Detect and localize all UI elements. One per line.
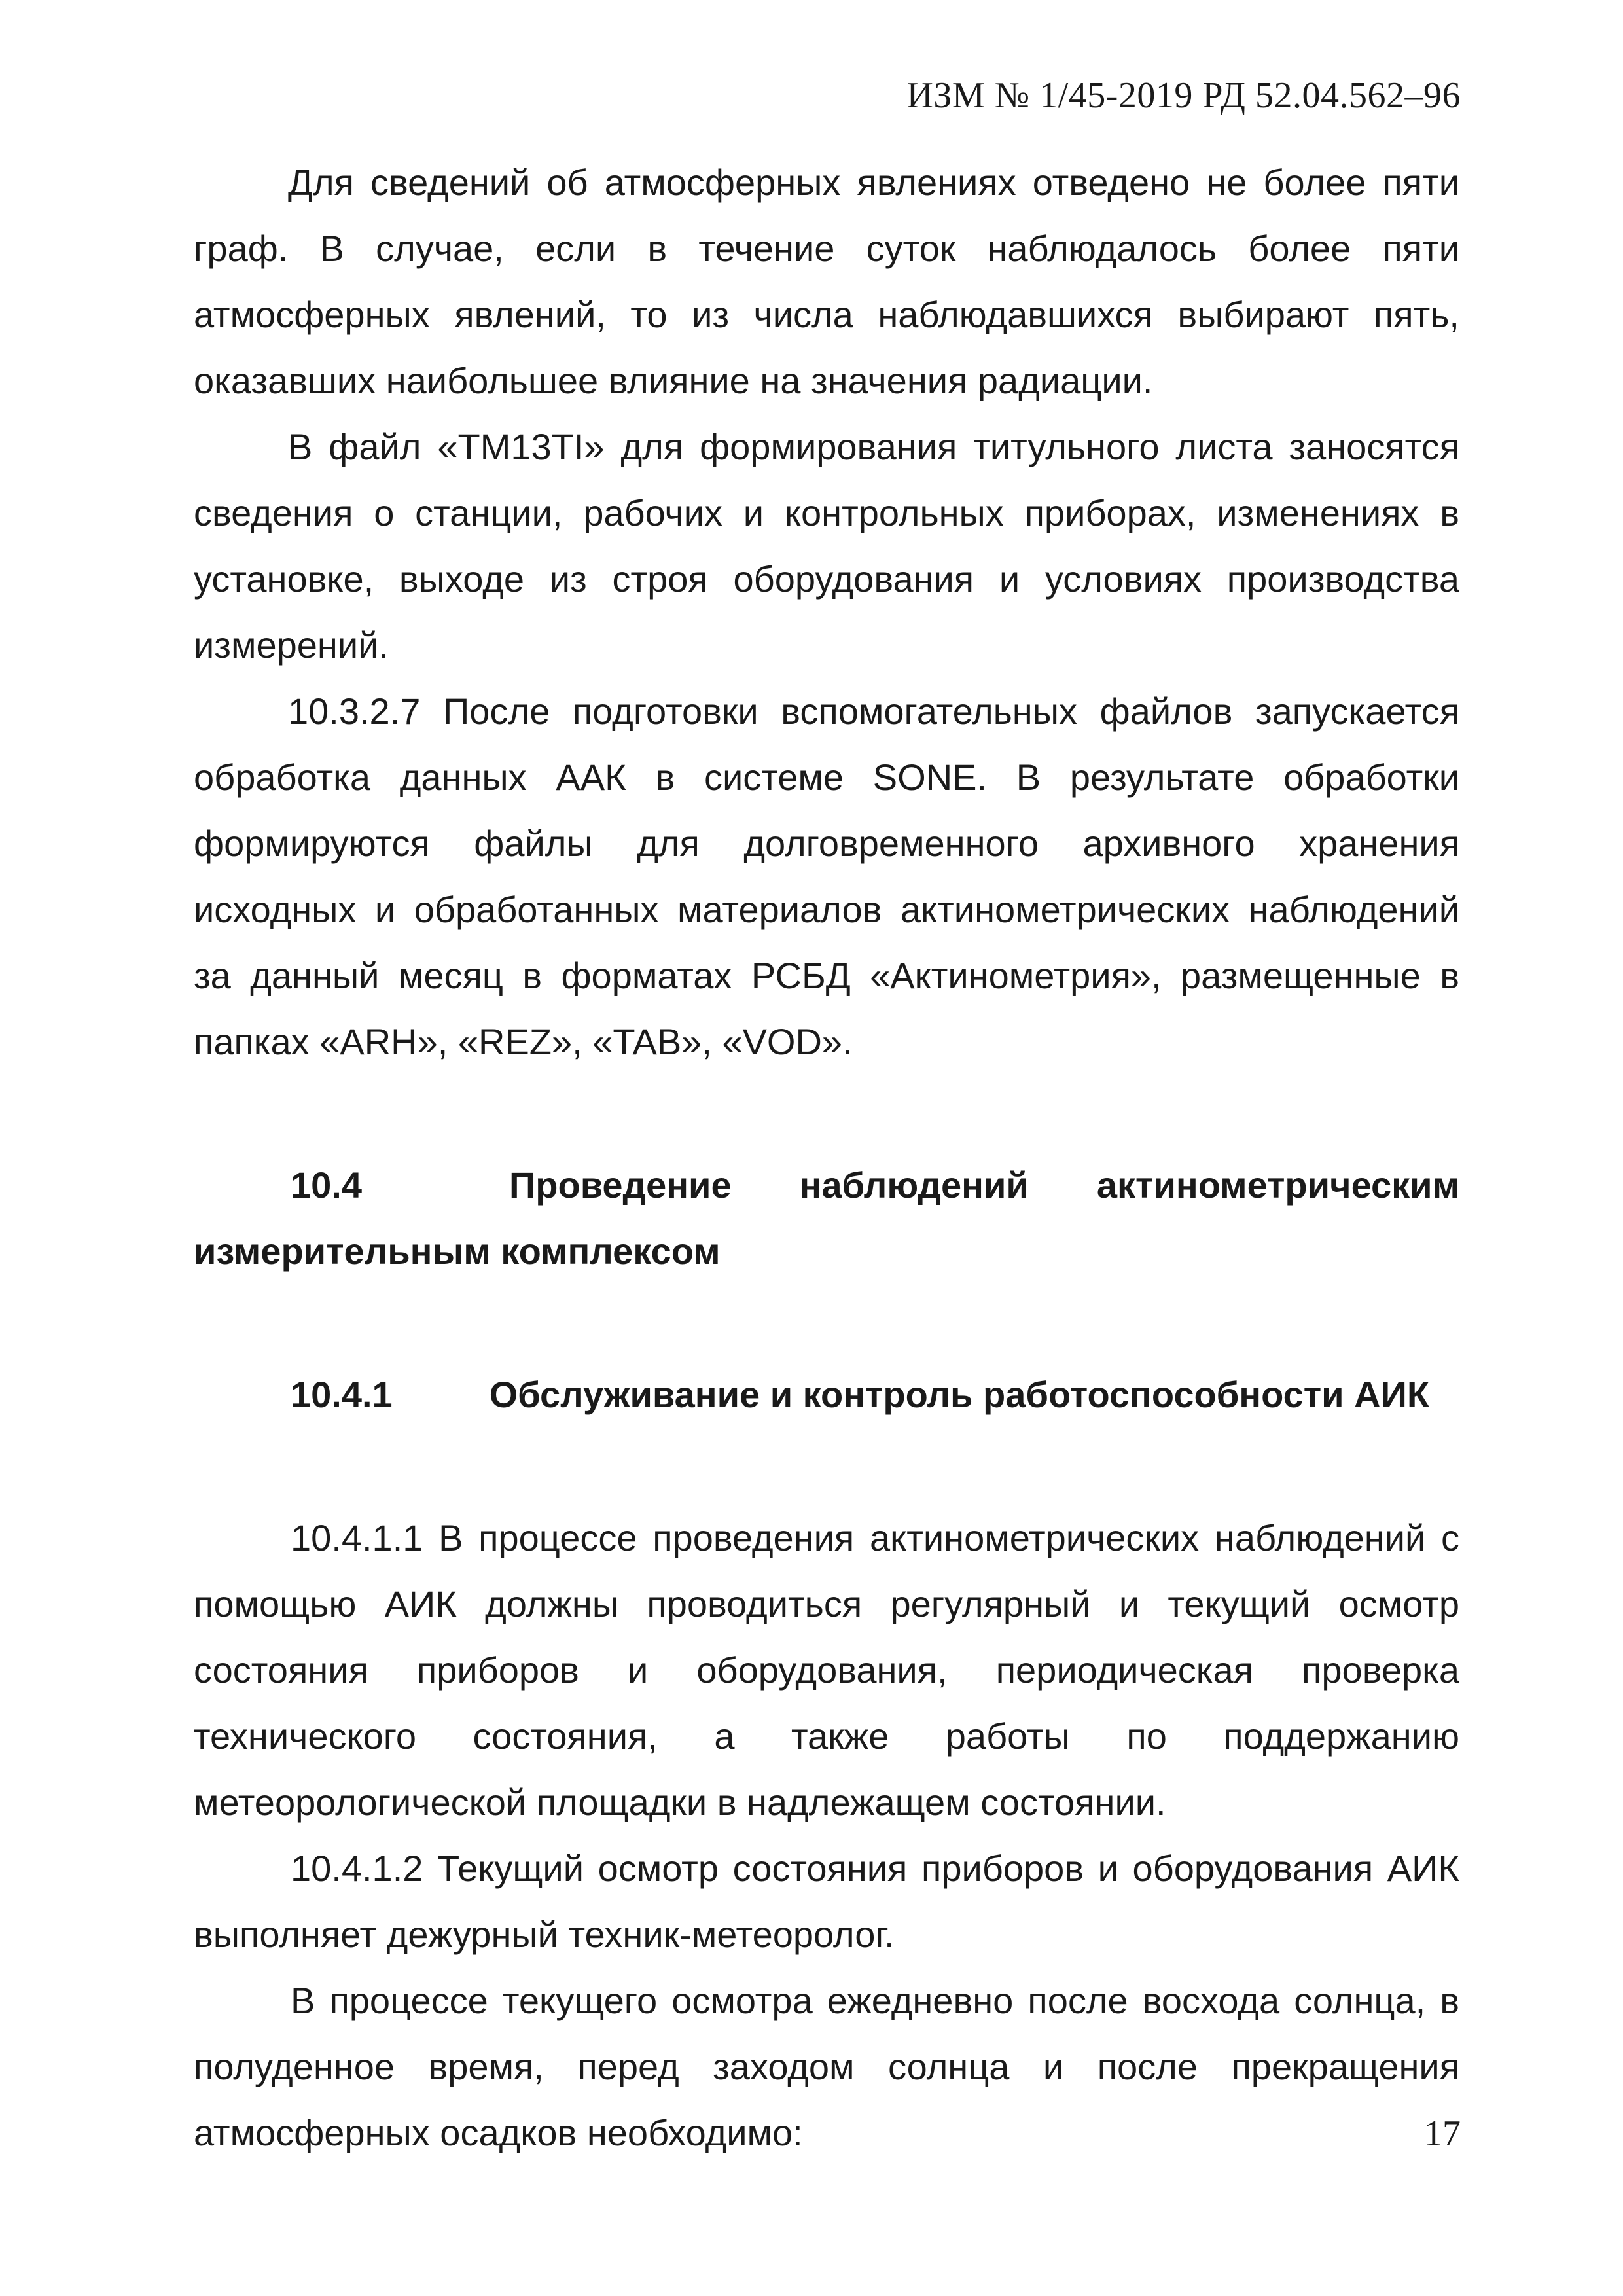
paragraph-daily-inspection: В процессе текущего осмотра ежедневно после восхода солнца, в полуденное время, перед заходом солнца и после прекращения атмосферных осадков необходимо: [194, 1980, 1459, 2153]
section-heading-10-4 [194, 1152, 1459, 1284]
section-heading-10-4-1 [194, 1361, 1459, 1427]
document-reference-header: ИЗМ № 1/45-2019 РД 52.04.562–96 [906, 75, 1461, 116]
section-number-10-4: 10.4 [291, 1164, 362, 1206]
paragraph-10-3-2-7: 10.3.2.7 После подготовки вспомогательных файлов запускается обработка данных ААК в системе SONE. В результате обработки формируются файлы для долговременного архивного хранения исходных и обработанных материалов актинометрических наблюдений за данный месяц в форматах РСБД «Актинометрия», размещенные в папках «ARH», «REZ», «TAB», «VOD». [194, 691, 1459, 1062]
section-title-10-4-1: Обслуживание и контроль работоспособности АИК [489, 1374, 1430, 1415]
document-body [194, 149, 1459, 2166]
paragraph-10-4-1-2: 10.4.1.2 Текущий осмотр состояния приборов и оборудования АИК выполняет дежурный техник-метеоролог. [194, 1848, 1459, 1955]
page-number: 17 [1424, 2113, 1461, 2154]
section-title-10-4: Проведение наблюдений актинометрическим измерительным комплексом [194, 1164, 1459, 1272]
paragraph-atmospheric-phenomena: Для сведений об атмосферных явлениях отведено не более пяти граф. В случае, если в течение суток наблюдалось более пяти атмосферных явлений, то из числа наблюдавшихся выбирают пять, оказавших наибольшее влияние на значения радиации. [194, 162, 1459, 401]
section-number-10-4-1: 10.4.1 [291, 1374, 393, 1415]
paragraph-10-4-1-1: 10.4.1.1 В процессе проведения актинометрических наблюдений с помощью АИК должны проводиться регулярный и текущий осмотр состояния приборов и оборудования, периодическая проверка технического состояния, а также работы по поддержанию метеорологической площадки в надлежащем состоянии. [194, 1517, 1459, 1823]
paragraph-title-page-file: В файл «TM13TI» для формирования титульного листа заносятся сведения о станции, рабочих и контрольных приборах, изменениях в установке, выходе из строя оборудования и условиях производства измерений. [194, 426, 1459, 666]
